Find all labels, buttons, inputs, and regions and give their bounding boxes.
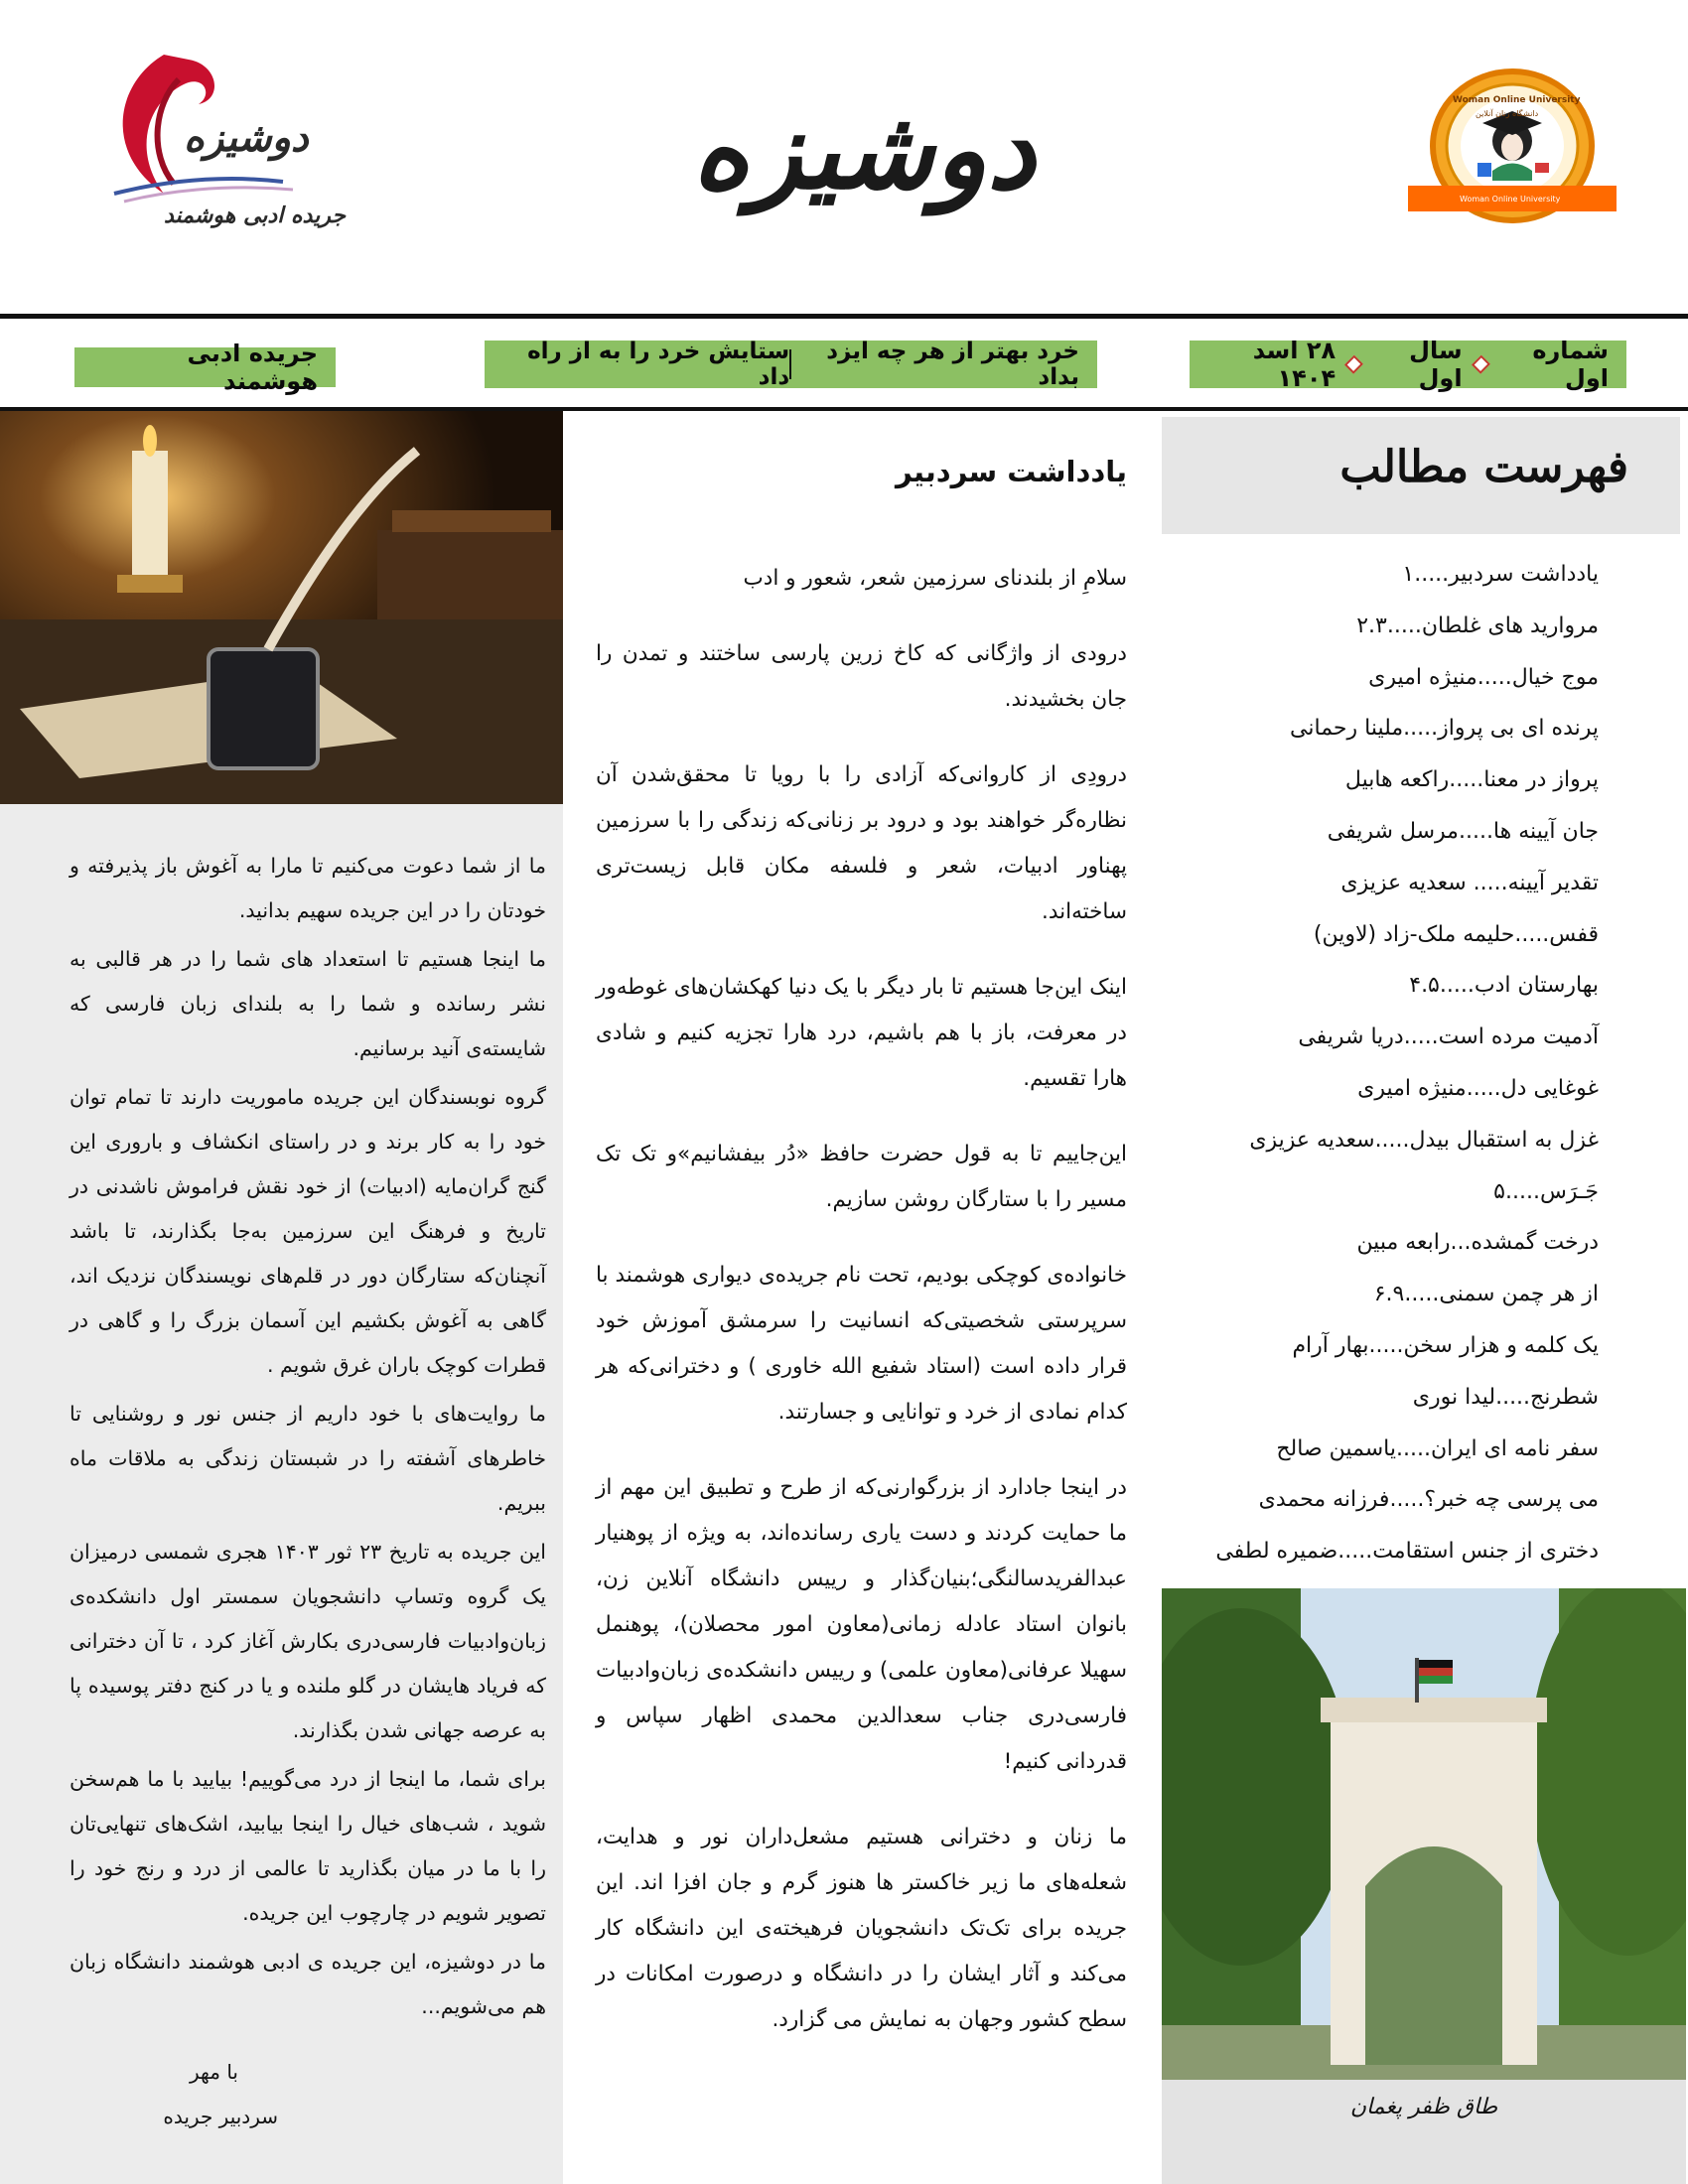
arch-photo bbox=[1162, 1588, 1686, 2080]
motto-line-2: ستایش خرد را به از راه داد bbox=[527, 339, 790, 390]
editorial-heading: یادداشت سردبیر bbox=[895, 455, 1127, 488]
editorial-paragraph: در اینجا جادارد از بزرگوارنی‌که از طرح و تطبیق این مهم از ما حمایت کردند و دست یاری رسانده‌اند، به ویژه از پوهنیار عبدالفریدسالنگی؛بنیان‌گذار و رییس دانشگاه آنلاین زن، بانوان استاد عادله زمانی(معاون امور محصلان)، پوهنمل سهیلا عرفانی(معاون علمی) و رییس دانشکده‌ی زبان‌وادبیات فارسی‌دری جناب سعدالدین محمدی اظهار سپاس و قدردانی کنیم! bbox=[596, 1475, 1127, 1774]
welcome-paragraph: برای شما، ما اینجا از درد می‌گوییم! بیایید با ما هم‌سخن شوید ، شب‌های خیال را اینجا بیابید، اشک‌های تنهایی‌تان را با ما در میان بگذارید تا عالمی از درد و رنج خود را تصویر شویم در چارچوب این جریده. bbox=[70, 1767, 546, 1925]
diamond-icon bbox=[1471, 355, 1489, 374]
editorial-paragraph: درودِی از کاروانی‌که آزادی را با رویا تا محقق‌شدن آن نظاره‌گر خواهند بود و درود بر زنانی‌که زندگی را با سرزمین پهناور ادبیات، شعر و فلسفه مکان قابل زیست‌تری ساخته‌اند. bbox=[596, 762, 1127, 924]
magazine-title: دوشیزه bbox=[692, 84, 1036, 213]
editorial-paragraph: ما زنان و دخترانی هستیم مشعل‌داران نور و هدایت، شعله‌های ما زیر خاکستر ها هنوز گرم و جان افزا اند. این جریده برای تک‌تک دانشجویان فرهیخته‌ی این دانشگاه کار می‌کند و آثار ایشان را در دانشگاه و درصورت امکانات در سطح کشور وجهان به نمایش می گزارد. bbox=[596, 1825, 1127, 2032]
welcome-paragraph: ما در دوشیزه، این جریده ی ادبی هوشمند دانشگاه زبان هم می‌شویم... bbox=[70, 1950, 546, 2018]
signature: سردبیر جریده bbox=[163, 2105, 278, 2128]
toc-item[interactable]: سفر نامه ای ایران.....یاسمین صالح bbox=[1276, 1435, 1599, 1461]
toc-item[interactable]: جان آیینه ها.....مرسل شریفی bbox=[1327, 818, 1599, 844]
toc-list bbox=[1182, 549, 1599, 1577]
welcome-paragraph: گروه نوبسندگان این جریده ماموریت دارند تا تمام توان خود را به کار برند و در راستای انکشاف و باروری این گنج گران‌مایه (ادبیات) از خود نقش فراموش ناشدنی در تاریخ و فرهنگ این سرزمین به‌جا بگذارند، تا باشد آنچنان‌که ستارگان دور در قلم‌های نویسندگان نزدیک اند، گاهی به آغوش بکشیم این آسمان بزرگ را و گاهی در قطرات کوچک باران غرق شویم . bbox=[70, 1085, 546, 1377]
toc-item[interactable]: تقدیر آیینه..... سعدیه عزیزی bbox=[1340, 870, 1599, 895]
issue-info-bar bbox=[1190, 337, 1626, 392]
signature-block bbox=[79, 2050, 278, 2139]
toc-item[interactable]: مروارید های غلطان.....۲.۳ bbox=[1356, 613, 1599, 638]
editorial-paragraph: اینک این‌جا هستیم تا بار دیگر با یک دنیا کهکشان‌های غوطه‌ور در معرفت، باز با هم باشیم، درد هارا تجزیه کنیم و شادی هارا تقسیم. bbox=[596, 975, 1127, 1091]
toc-heading: فهرست مطالب bbox=[1339, 442, 1628, 492]
journal-name: جریده ادبی هوشمند bbox=[187, 340, 318, 395]
editorial-paragraph: خانواده‌ی کوچکی بودیم، تحت نام جریده‌ی دیواری هوشمند با سرپرستی شخصیتی‌که انسانیت را سرمشق آموزش خود قرار داده است (استاد شفیع الله خاوری ) و دخترانی‌که هر کدام نمادی از خرد و توانایی و جسارتند. bbox=[596, 1263, 1127, 1425]
toc-item[interactable]: پرنده ای بی پرواز.....ملینا رحمانی bbox=[1290, 716, 1599, 742]
toc-item[interactable]: یک کلمه و هزار سخن.....بهار آرام bbox=[1292, 1332, 1599, 1358]
toc-item[interactable]: آدمیت مرده است.....دریا شریفی bbox=[1298, 1024, 1599, 1050]
toc-item[interactable]: یادداشت سردبیر.....۱ bbox=[1402, 562, 1599, 587]
toc-item[interactable]: درخت گمشده...رابعه مبین bbox=[1356, 1230, 1599, 1256]
journal-logo: دوشیزه جریده ادبی هوشمند bbox=[94, 45, 352, 253]
editorial-paragraph: سلامِ از بلندنای سرزمین شعر، شعور و ادب bbox=[743, 566, 1127, 591]
motto-separator bbox=[789, 349, 791, 379]
toc-item[interactable]: بهارستان ادب.....۴.۵ bbox=[1409, 973, 1599, 999]
toc-item[interactable]: می پرسی چه خبر؟.....فرزانه محمدی bbox=[1258, 1487, 1599, 1513]
toc-item[interactable]: غوغایی دل.....منیژه امیری bbox=[1357, 1075, 1599, 1101]
toc-item[interactable]: پرواز در معنا.....راکعه هابیل bbox=[1344, 767, 1599, 793]
editorial-text bbox=[596, 556, 1127, 2073]
candle-quill-photo bbox=[0, 411, 563, 804]
motto-bar bbox=[485, 341, 1097, 388]
editorial-paragraph: درودی از واژگانی که کاخ زرین پارسی ساختند و تمدن را جان بخشیدند. bbox=[596, 641, 1127, 712]
issue-year: سال اول bbox=[1409, 337, 1463, 392]
toc-item[interactable]: جَـرَس.....۵ bbox=[1493, 1178, 1599, 1204]
toc-item[interactable]: شطرنج.....لیدا نوری bbox=[1412, 1384, 1599, 1410]
editorial-paragraph: این‌جاییم تا به قول حضرت حافظ «دُر بیفشانیم»و تک تک مسیر را با ستارگان روشن سازیم. bbox=[596, 1142, 1127, 1212]
university-logo-text: Woman Online University دانشگاه زنان آنلاین Woman Online University bbox=[1453, 95, 1581, 204]
issue-date: ۲۸ اسد ۱۴۰۴ bbox=[1252, 337, 1336, 392]
welcome-paragraph: این جریده به تاریخ ۲۳ ثور ۱۴۰۳ هجری شمسی درمیزان یک گروه وتساپ دانشجویان سمستر اول دانشکده‌ی زبان‌وادبیات فارسی‌دری بکارش آغاز کرد ، تا آن دخترانی که فریاد هایشان در گلو ملنده و یا در کنج دفتر پوسیده پا به عرصه جهانی شدن بگذارند. bbox=[70, 1540, 547, 1742]
toc-item[interactable]: قفس.....حلیمه ملک-زاد (لاوین) bbox=[1313, 921, 1599, 947]
toc-item[interactable]: موج خیال.....منیژه امیری bbox=[1368, 664, 1599, 690]
journal-name-bar bbox=[74, 340, 336, 395]
welcome-paragraph: ما اینجا هستیم تا استعداد های شما را در هر قالبی به نشر رسانده و شما را به بلندای زبان فارسی که شایسته‌ی آنید برسانیم. bbox=[70, 947, 546, 1060]
issue-number: شماره اول bbox=[1532, 337, 1609, 392]
welcome-text bbox=[70, 844, 546, 2033]
toc-item[interactable]: دختری از جنس استقامت.....ضمیره لطفی bbox=[1215, 1539, 1599, 1565]
header-rule-top bbox=[0, 314, 1688, 319]
closing: با مهر bbox=[190, 2060, 238, 2084]
toc-item[interactable]: غزل به استقبال بیدل.....سعدیه عزیزی bbox=[1249, 1127, 1599, 1153]
diamond-icon bbox=[1344, 355, 1363, 374]
welcome-paragraph: ما از شما دعوت می‌کنیم تا مارا به آغوش باز پذیرفته و خودتان را در این جریده سهیم بدانید. bbox=[70, 854, 546, 922]
toc-item[interactable]: از هر چمن سمنی.....۶.۹ bbox=[1373, 1282, 1599, 1307]
masthead bbox=[0, 0, 1688, 318]
photo-caption: طاق ظفر پغمان bbox=[1349, 2095, 1498, 2119]
motto-line-1: خرد بهتر از هر چه ایزد بداد bbox=[826, 339, 1079, 390]
welcome-paragraph: ما روایت‌های با خود داریم از جنس نور و روشنایی تا خاطرهای آشفته را در شبستان زندگی به ملاقات ماه ببریم. bbox=[70, 1402, 546, 1515]
